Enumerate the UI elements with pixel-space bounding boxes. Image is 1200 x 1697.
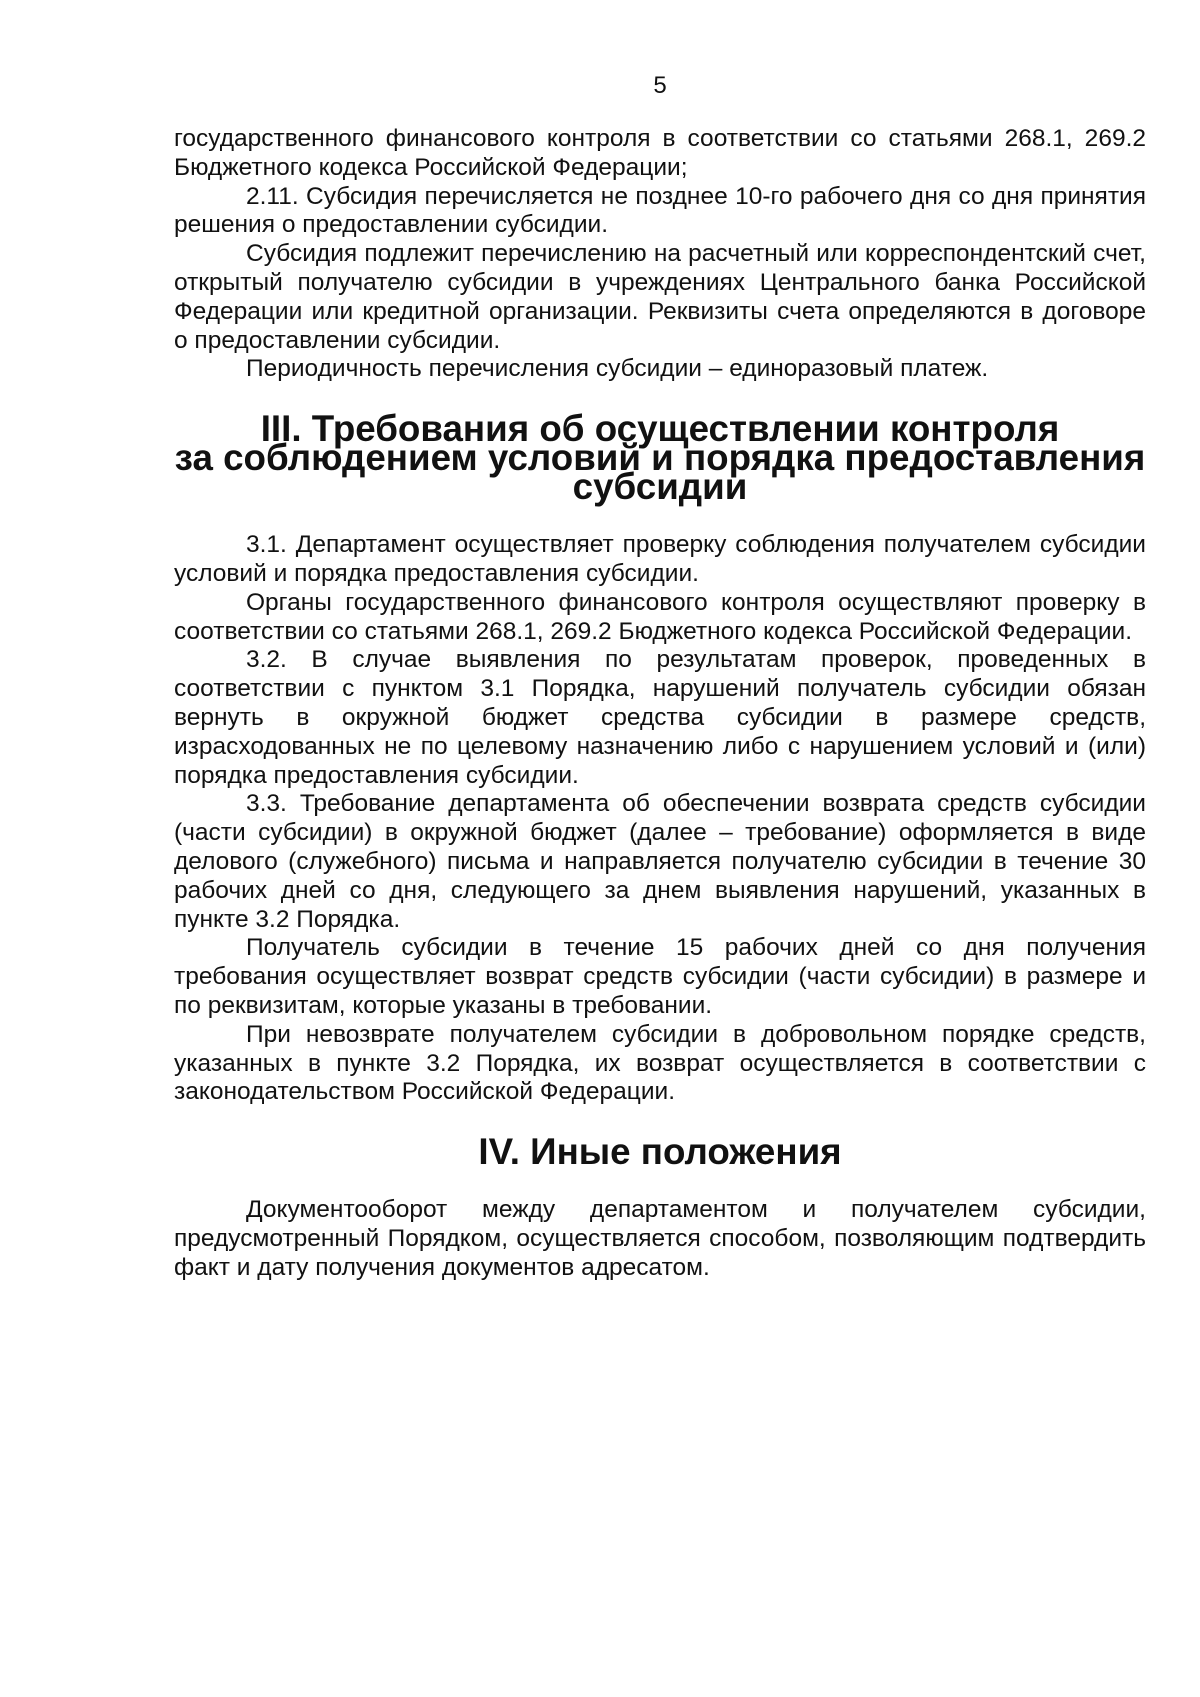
paragraph-periodicity: Периодичность перечисления субсидии – единоразовый платеж. bbox=[246, 355, 989, 383]
section-4-heading: IV. Иные положения bbox=[478, 1131, 842, 1173]
paragraph-continuation: государственного финансового контроля в соответствии со статьями 268.1, 269.2 Бюджетного кодекса Российской Федерации; bbox=[174, 125, 1146, 181]
section-3-heading-line-2: за соблюдением условий и порядка предоставления субсидии bbox=[174, 437, 1146, 508]
paragraph-return-15-days: Получатель субсидии в течение 15 рабочих дней со дня получения требования осуществляет возврат средств субсидии (части субсидии) в размере и по реквизитам, которые указаны в требовании. bbox=[174, 934, 1146, 1019]
paragraph-account: Субсидия подлежит перечислению на расчетный или корреспондентский счет, открытый получателю субсидии в учреждениях Центрального банка Российской Федерации или кредитной организации. Реквизиты счета определяются в договоре о предоставлении субсидии. bbox=[174, 240, 1146, 354]
paragraph-document-flow: Документооборот между департаментом и получателем субсидии, предусмотренный Порядком, осуществляется способом, позволяющим подтвердить факт и дату получения документов адресатом. bbox=[174, 1196, 1146, 1281]
paragraph-control-bodies: Органы государственного финансового контроля осуществляют проверку в соответствии со статьями 268.1, 269.2 Бюджетного кодекса Российской Федерации. bbox=[174, 588, 1146, 645]
document-body bbox=[174, 125, 1146, 1283]
paragraph-3-3: 3.3. Требование департамента об обеспечении возврата средств субсидии (части субсидии) в окружной бюджет (далее – требование) оформляется в виде делового (служебного) письма и направляется получателю субсидии в течение 30 рабочих дней со дня, следующего за днем выявления нарушений, указанных в пункте 3.2 Порядка. bbox=[174, 790, 1146, 933]
paragraph-non-return: При невозврате получателем субсидии в добровольном порядке средств, указанных в пункте 3.2 Порядка, их возврат осуществляется в соответствии с законодательством Российской Федерации. bbox=[174, 1020, 1146, 1106]
section-3-heading bbox=[174, 408, 1146, 508]
page-number: 5 bbox=[653, 72, 667, 99]
paragraph-3-1: 3.1. Департамент осуществляет проверку соблюдения получателем субсидии условий и порядка предоставления субсидии. bbox=[174, 531, 1146, 587]
paragraph-3-2: 3.2. В случае выявления по результатам проверок, проведенных в соответствии с пунктом 3.1 Порядка, нарушений получатель субсидии обязан вернуть в окружной бюджет средства субсидии в размере средств, израсходованных не по целевому назначению либо с нарушением условий и (или) порядка предоставления субсидии. bbox=[174, 646, 1146, 789]
section-3-heading-line-1: III. Требования об осуществлении контроля bbox=[260, 408, 1060, 450]
paragraph-2-11: 2.11. Субсидия перечисляется не позднее 10-го рабочего дня со дня принятия решения о предоставлении субсидии. bbox=[174, 182, 1146, 239]
